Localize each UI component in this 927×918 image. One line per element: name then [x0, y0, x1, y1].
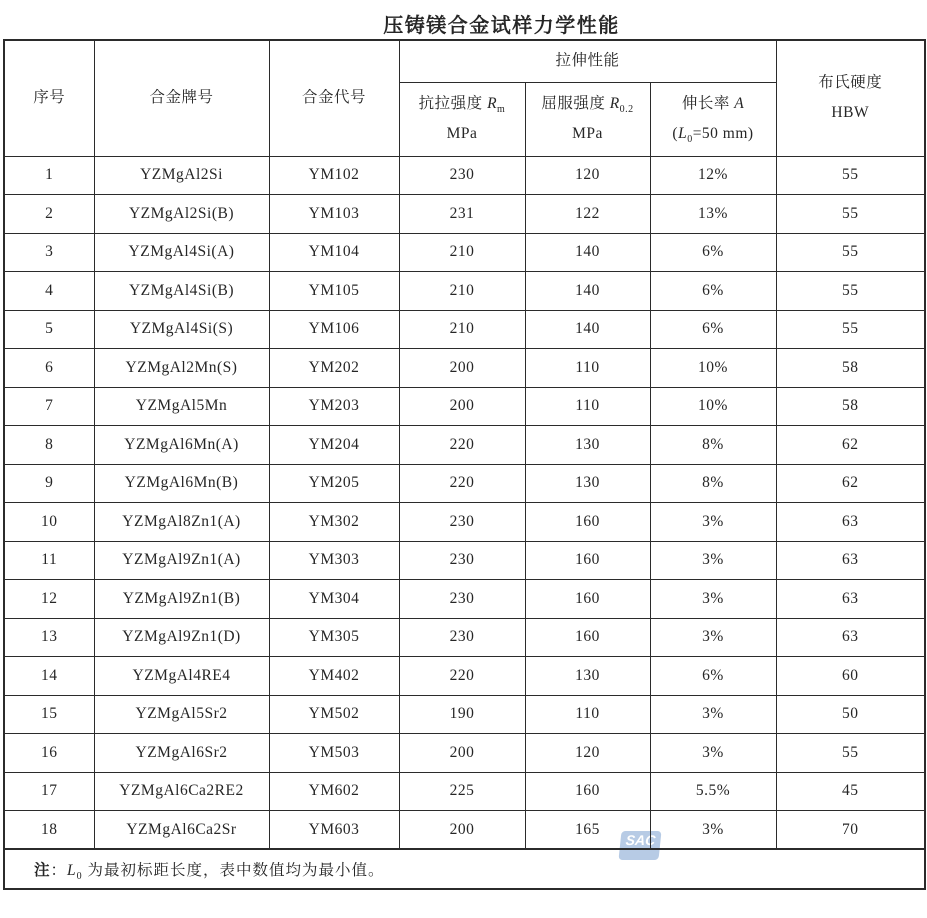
cell-index: 7 — [4, 387, 94, 426]
cell-tensile-strength: 200 — [399, 734, 525, 773]
cell-index: 9 — [4, 464, 94, 503]
table-row — [4, 310, 925, 349]
cell-code: YM202 — [269, 349, 399, 388]
cell-code: YM303 — [269, 541, 399, 580]
watermark-text: SAC — [624, 832, 657, 848]
cell-tensile-strength: 200 — [399, 349, 525, 388]
cell-yield-strength: 130 — [525, 464, 650, 503]
col-header-tensile-group: 拉伸性能 — [399, 40, 776, 82]
elongation-label: 伸长率 — [681, 94, 735, 112]
cell-hardness: 63 — [776, 503, 925, 542]
cell-elongation: 3% — [650, 618, 776, 657]
cell-code: YM103 — [269, 195, 399, 234]
table-header — [4, 40, 925, 156]
cell-hardness: 50 — [776, 695, 925, 734]
col-header-index: 序号 — [4, 40, 94, 156]
elongation-symbol: A — [734, 94, 745, 112]
cell-elongation: 6% — [650, 233, 776, 272]
cell-index: 12 — [4, 580, 94, 619]
cell-hardness: 58 — [776, 349, 925, 388]
rp02-symbol: R — [609, 94, 620, 112]
cell-hardness: 70 — [776, 811, 925, 850]
cell-tensile-strength: 231 — [399, 195, 525, 234]
elongation-paren: ( — [672, 125, 679, 142]
cell-tensile-strength: 200 — [399, 387, 525, 426]
cell-grade: YZMgAl9Zn1(D) — [94, 618, 269, 657]
cell-hardness: 63 — [776, 618, 925, 657]
cell-yield-strength: 160 — [525, 503, 650, 542]
cell-elongation: 10% — [650, 387, 776, 426]
cell-index: 6 — [4, 349, 94, 388]
cell-elongation: 3% — [650, 503, 776, 542]
cell-code: YM302 — [269, 503, 399, 542]
col-header-code: 合金代号 — [269, 40, 399, 156]
rm-label: 抗拉强度 — [418, 94, 488, 112]
table-row — [4, 272, 925, 311]
rm-subscript: m — [497, 103, 506, 115]
cell-index: 10 — [4, 503, 94, 542]
cell-index: 13 — [4, 618, 94, 657]
cell-tensile-strength: 225 — [399, 772, 525, 811]
gauge-length-subscript: 0 — [687, 134, 693, 146]
note-row — [4, 849, 925, 889]
cell-hardness: 55 — [776, 233, 925, 272]
cell-hardness: 62 — [776, 426, 925, 465]
cell-grade: YZMgAl4Si(B) — [94, 272, 269, 311]
col-header-elongation — [650, 82, 776, 156]
cell-yield-strength: 160 — [525, 541, 650, 580]
cell-elongation: 13% — [650, 195, 776, 234]
cell-code: YM603 — [269, 811, 399, 850]
gauge-length-symbol: L — [678, 125, 688, 142]
rm-symbol: R — [487, 94, 498, 112]
col-header-grade: 合金牌号 — [94, 40, 269, 156]
cell-index: 14 — [4, 657, 94, 696]
col-header-tensile-strength — [399, 82, 525, 156]
gauge-length-value: =50 mm) — [692, 125, 754, 142]
hardness-label-unit: HBW — [831, 104, 870, 122]
cell-yield-strength: 165 — [525, 811, 650, 850]
cell-elongation: 3% — [650, 580, 776, 619]
note-label: 注 — [34, 862, 51, 879]
alloy-properties-table — [3, 39, 926, 890]
cell-grade: YZMgAl5Sr2 — [94, 695, 269, 734]
note-text: 为最初标距长度，表中数值均为最小值。 — [82, 862, 385, 879]
cell-code: YM304 — [269, 580, 399, 619]
table-row — [4, 772, 925, 811]
cell-code: YM104 — [269, 233, 399, 272]
cell-hardness: 58 — [776, 387, 925, 426]
cell-yield-strength: 120 — [525, 734, 650, 773]
cell-elongation: 5.5% — [650, 772, 776, 811]
rp02-label: 屈服强度 — [541, 94, 610, 112]
cell-hardness: 55 — [776, 310, 925, 349]
cell-tensile-strength: 230 — [399, 618, 525, 657]
rp02-subscript: 0.2 — [619, 103, 634, 115]
cell-yield-strength: 130 — [525, 657, 650, 696]
table-body — [4, 156, 925, 849]
table-row — [4, 503, 925, 542]
cell-yield-strength: 140 — [525, 310, 650, 349]
cell-yield-strength: 140 — [525, 272, 650, 311]
cell-tensile-strength: 230 — [399, 156, 525, 195]
note-subscript: 0 — [76, 871, 83, 883]
cell-tensile-strength: 210 — [399, 233, 525, 272]
cell-yield-strength: 160 — [525, 580, 650, 619]
cell-code: YM402 — [269, 657, 399, 696]
cell-index: 4 — [4, 272, 94, 311]
cell-yield-strength: 122 — [525, 195, 650, 234]
table-row — [4, 580, 925, 619]
cell-hardness: 63 — [776, 580, 925, 619]
page-title: 压铸镁合金试样力学性能 — [383, 15, 620, 37]
cell-tensile-strength: 210 — [399, 272, 525, 311]
cell-yield-strength: 110 — [525, 387, 650, 426]
table-row — [4, 426, 925, 465]
cell-yield-strength: 110 — [525, 349, 650, 388]
cell-code: YM602 — [269, 772, 399, 811]
cell-code: YM205 — [269, 464, 399, 503]
cell-index: 11 — [4, 541, 94, 580]
cell-index: 15 — [4, 695, 94, 734]
cell-hardness: 55 — [776, 156, 925, 195]
table-row — [4, 195, 925, 234]
cell-grade: YZMgAl8Zn1(A) — [94, 503, 269, 542]
cell-yield-strength: 120 — [525, 156, 650, 195]
note-symbol: L — [67, 862, 77, 879]
cell-grade: YZMgAl2Mn(S) — [94, 349, 269, 388]
table-row — [4, 233, 925, 272]
cell-code: YM106 — [269, 310, 399, 349]
cell-elongation: 3% — [650, 695, 776, 734]
cell-grade: YZMgAl4Si(S) — [94, 310, 269, 349]
cell-index: 8 — [4, 426, 94, 465]
table-row — [4, 695, 925, 734]
cell-tensile-strength: 220 — [399, 657, 525, 696]
cell-hardness: 55 — [776, 272, 925, 311]
cell-index: 3 — [4, 233, 94, 272]
rm-unit: MPa — [446, 125, 478, 142]
cell-tensile-strength: 190 — [399, 695, 525, 734]
cell-code: YM102 — [269, 156, 399, 195]
cell-elongation: 3% — [650, 811, 776, 850]
table-row — [4, 811, 925, 850]
cell-yield-strength: 160 — [525, 772, 650, 811]
cell-index: 2 — [4, 195, 94, 234]
cell-grade: YZMgAl4RE4 — [94, 657, 269, 696]
cell-code: YM105 — [269, 272, 399, 311]
cell-tensile-strength: 210 — [399, 310, 525, 349]
cell-elongation: 6% — [650, 310, 776, 349]
cell-tensile-strength: 220 — [399, 426, 525, 465]
cell-code: YM305 — [269, 618, 399, 657]
cell-index: 18 — [4, 811, 94, 850]
cell-grade: YZMgAl6Sr2 — [94, 734, 269, 773]
cell-code: YM502 — [269, 695, 399, 734]
cell-index: 1 — [4, 156, 94, 195]
table-row — [4, 156, 925, 195]
table-row — [4, 349, 925, 388]
table-note — [4, 849, 925, 889]
table-row — [4, 464, 925, 503]
hardness-label-cn: 布氏硬度 — [818, 74, 883, 92]
table-row — [4, 541, 925, 580]
cell-grade: YZMgAl2Si(B) — [94, 195, 269, 234]
rp02-unit: MPa — [572, 125, 603, 142]
cell-elongation: 6% — [650, 272, 776, 311]
cell-index: 5 — [4, 310, 94, 349]
cell-code: YM203 — [269, 387, 399, 426]
cell-yield-strength: 140 — [525, 233, 650, 272]
cell-tensile-strength: 220 — [399, 464, 525, 503]
cell-elongation: 10% — [650, 349, 776, 388]
cell-hardness: 60 — [776, 657, 925, 696]
cell-code: YM503 — [269, 734, 399, 773]
cell-elongation: 8% — [650, 426, 776, 465]
cell-grade: YZMgAl2Si — [94, 156, 269, 195]
cell-yield-strength: 130 — [525, 426, 650, 465]
table-footer — [4, 849, 925, 889]
cell-code: YM204 — [269, 426, 399, 465]
cell-hardness: 45 — [776, 772, 925, 811]
cell-grade: YZMgAl9Zn1(A) — [94, 541, 269, 580]
cell-elongation: 3% — [650, 734, 776, 773]
table-row — [4, 387, 925, 426]
table-row — [4, 657, 925, 696]
cell-yield-strength: 110 — [525, 695, 650, 734]
cell-elongation: 12% — [650, 156, 776, 195]
col-header-yield-strength — [525, 82, 650, 156]
cell-elongation: 3% — [650, 541, 776, 580]
cell-index: 17 — [4, 772, 94, 811]
cell-grade: YZMgAl6Ca2Sr — [94, 811, 269, 850]
table-row — [4, 734, 925, 773]
cell-grade: YZMgAl6Ca2RE2 — [94, 772, 269, 811]
header-row-top — [4, 40, 925, 82]
col-header-hardness — [776, 40, 925, 156]
cell-tensile-strength: 230 — [399, 503, 525, 542]
cell-grade: YZMgAl6Mn(B) — [94, 464, 269, 503]
cell-hardness: 62 — [776, 464, 925, 503]
cell-elongation: 8% — [650, 464, 776, 503]
table-row — [4, 618, 925, 657]
cell-tensile-strength: 230 — [399, 580, 525, 619]
cell-hardness: 55 — [776, 734, 925, 773]
cell-grade: YZMgAl4Si(A) — [94, 233, 269, 272]
cell-hardness: 55 — [776, 195, 925, 234]
note-colon: ： — [50, 862, 68, 879]
cell-grade: YZMgAl9Zn1(B) — [94, 580, 269, 619]
cell-hardness: 63 — [776, 541, 925, 580]
cell-grade: YZMgAl5Mn — [94, 387, 269, 426]
cell-index: 16 — [4, 734, 94, 773]
cell-grade: YZMgAl6Mn(A) — [94, 426, 269, 465]
cell-tensile-strength: 230 — [399, 541, 525, 580]
cell-yield-strength: 160 — [525, 618, 650, 657]
cell-elongation: 6% — [650, 657, 776, 696]
cell-tensile-strength: 200 — [399, 811, 525, 850]
